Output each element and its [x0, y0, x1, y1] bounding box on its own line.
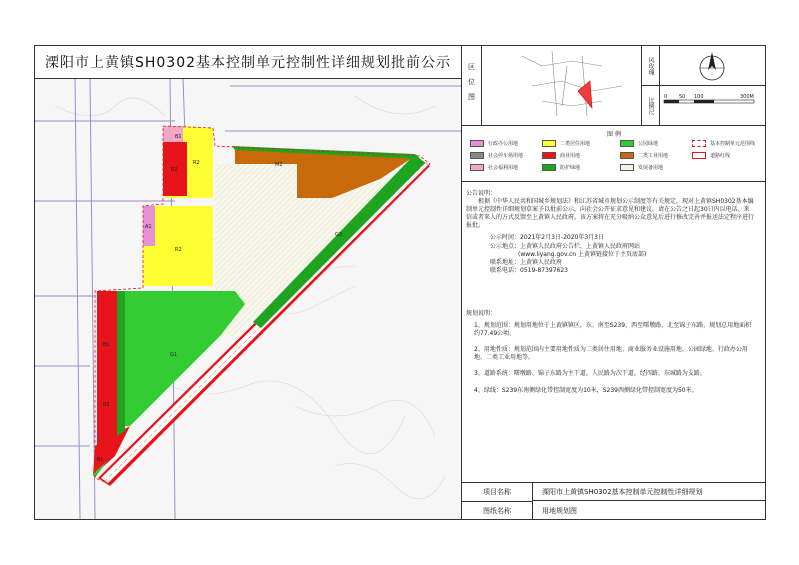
notice-body: 根据《中华人民共和国城乡规划法》和江苏省城市规划公示制度等有关规定，现对上黄镇SH0302基本编制单元控制性详细规划草案予以批前公示，向社会公开征求意见和建议。请在公告之日起30日内以电话、来信或者来人的方式反馈至上黄镇人民政府。该方案将在充分吸纳公众意见后进行修改完善并报送法定程序进行报批。: [466, 198, 755, 230]
parcel-label: B1: [97, 457, 104, 463]
page-title: 溧阳市上黄镇SH0302基本控制单元控制性详细规划批前公示: [35, 46, 461, 79]
notice-field: [490, 234, 754, 242]
location-map-svg: [482, 46, 640, 124]
scale-tick: 50: [679, 94, 686, 100]
drawing-name-value: 用地规划图: [542, 506, 577, 515]
notice-field-key: 联系电话：: [490, 266, 521, 274]
location-label-cell: [462, 46, 482, 126]
scale-label: 比例尺: [647, 96, 654, 115]
notice-title: 公告说明：: [466, 190, 497, 197]
legend-label: 社会停车场用地: [488, 153, 524, 159]
legend-swatch: [692, 140, 706, 147]
parcel-label: M2: [275, 162, 283, 168]
legend-label: 公园绿地: [638, 141, 659, 147]
parcel-label: G1: [170, 352, 178, 358]
plan-item: 4、绿线：S239东南侧绿化带控制宽度为10米，S239西侧绿化带控制宽度为50米。: [474, 386, 698, 394]
legend-label: 基本控制单元范围线: [710, 141, 756, 147]
legend-swatch: [620, 140, 634, 147]
commercial-west: [97, 291, 117, 446]
plan-item: 2、用地性质：规划范围内主要用地性质为二类居住用地、商业服务业设施用地、公园绿地、行政办公用地、二类工业用地等。: [474, 346, 748, 362]
legend-swatch: [470, 164, 484, 171]
project-name-label: 项目名称: [462, 483, 533, 502]
scale-bar: [660, 86, 766, 126]
notice-field-value: 2021年2月3日-2020年3月3日: [520, 234, 604, 242]
legend-item: [542, 152, 580, 159]
notice-field-value: 0519-87397623: [520, 266, 568, 274]
parcel-label: R2: [175, 247, 182, 253]
legend-item: [542, 164, 580, 171]
legend-item: [620, 164, 663, 171]
north-arrow-icon: [660, 46, 764, 84]
legend-item: [470, 152, 523, 159]
parcel-label: B1: [175, 134, 182, 140]
compass-label-cell: [642, 46, 660, 86]
parcel-label: G2: [335, 232, 343, 238]
drawing-name-label: 图纸名称: [462, 501, 533, 520]
legend-title: 图 例: [607, 131, 621, 138]
legend-label: 道路红线: [710, 153, 731, 159]
legend-item: [542, 140, 590, 147]
legend-item: [620, 152, 668, 159]
notice-section: [466, 190, 754, 314]
drawing-sheet: [34, 45, 766, 520]
legend-label: 二类居住用地: [560, 141, 591, 147]
legend-swatch: [620, 152, 634, 159]
legend-label: 二类工业用地: [638, 153, 669, 159]
scale-bar-svg: [660, 86, 764, 124]
scale-tick: 100: [694, 94, 704, 100]
legend-swatch: [542, 140, 556, 147]
plan-item: 1、规划范围：规划用地位于上黄镇镇区，东、南至S239，西至曙墩路，北至锦子东路，规划总用地面积约77.49公顷。: [474, 322, 752, 338]
notice-field-key: 公示时间：: [490, 234, 521, 242]
legend-item: [692, 140, 755, 147]
legend-swatch: [470, 140, 484, 147]
parcel-label: A1: [145, 224, 152, 230]
legend-label: 社会福利用地: [488, 165, 519, 171]
legend-swatch: [542, 152, 556, 159]
parcel-label: B2: [171, 167, 178, 173]
notice-field: [490, 267, 754, 275]
legend-item: [470, 164, 518, 171]
scale-tick: 0: [664, 94, 668, 100]
legend-label: 发展备用地: [638, 165, 664, 171]
legend-label: 防护绿地: [560, 165, 581, 171]
notice-field: [490, 259, 754, 267]
legend: [462, 126, 766, 182]
location-map: [482, 46, 642, 126]
parcel-label: B2: [103, 402, 110, 408]
compass-cell: [660, 46, 766, 86]
notice-field-key: 联系地址：: [490, 258, 521, 266]
scale-label-cell: [642, 86, 660, 126]
land-use-map: [35, 46, 461, 519]
notice-field: [490, 251, 754, 259]
legend-label: 商业用地: [560, 153, 581, 159]
legend-swatch: [542, 164, 556, 171]
plan-item: 3、道路系统：曙墩路、锦子东路为主干道，人民路为次干道，经四路、东城路为支路。: [474, 370, 706, 378]
location-label: 区位图: [467, 63, 476, 108]
parcel-label: R2: [193, 160, 200, 166]
plan-title: 规划说明：: [466, 310, 497, 317]
parcel-label: B1: [103, 342, 110, 348]
legend-label: 行政办公用地: [488, 141, 519, 147]
notice-field-key: 公示地点：: [490, 242, 521, 250]
legend-item: [692, 152, 730, 159]
info-panel: [461, 46, 766, 519]
legend-item: [620, 140, 658, 147]
legend-swatch: [470, 152, 484, 159]
notice-field-value: (www.liyang.gov.cn 上黄镇链接位于主页底部): [518, 250, 647, 258]
notice-field-value: 上黄镇人民政府: [520, 258, 563, 266]
plan-description: [466, 310, 754, 460]
notice-field: [490, 243, 754, 251]
legend-item: [470, 140, 518, 147]
legend-swatch: [620, 164, 634, 171]
notice-field-value: 上黄镇人民政府公告栏，上黄镇人民政府网站: [520, 242, 641, 250]
map-svg: [35, 46, 461, 519]
compass-label: 风玫瑰: [647, 56, 654, 75]
legend-swatch: [692, 152, 706, 159]
title-block: [462, 482, 766, 519]
scale-tick: 300M: [740, 94, 754, 100]
project-name-value: 溧阳市上黄镇SH0302基本控制单元控制性详细规划: [532, 483, 766, 501]
